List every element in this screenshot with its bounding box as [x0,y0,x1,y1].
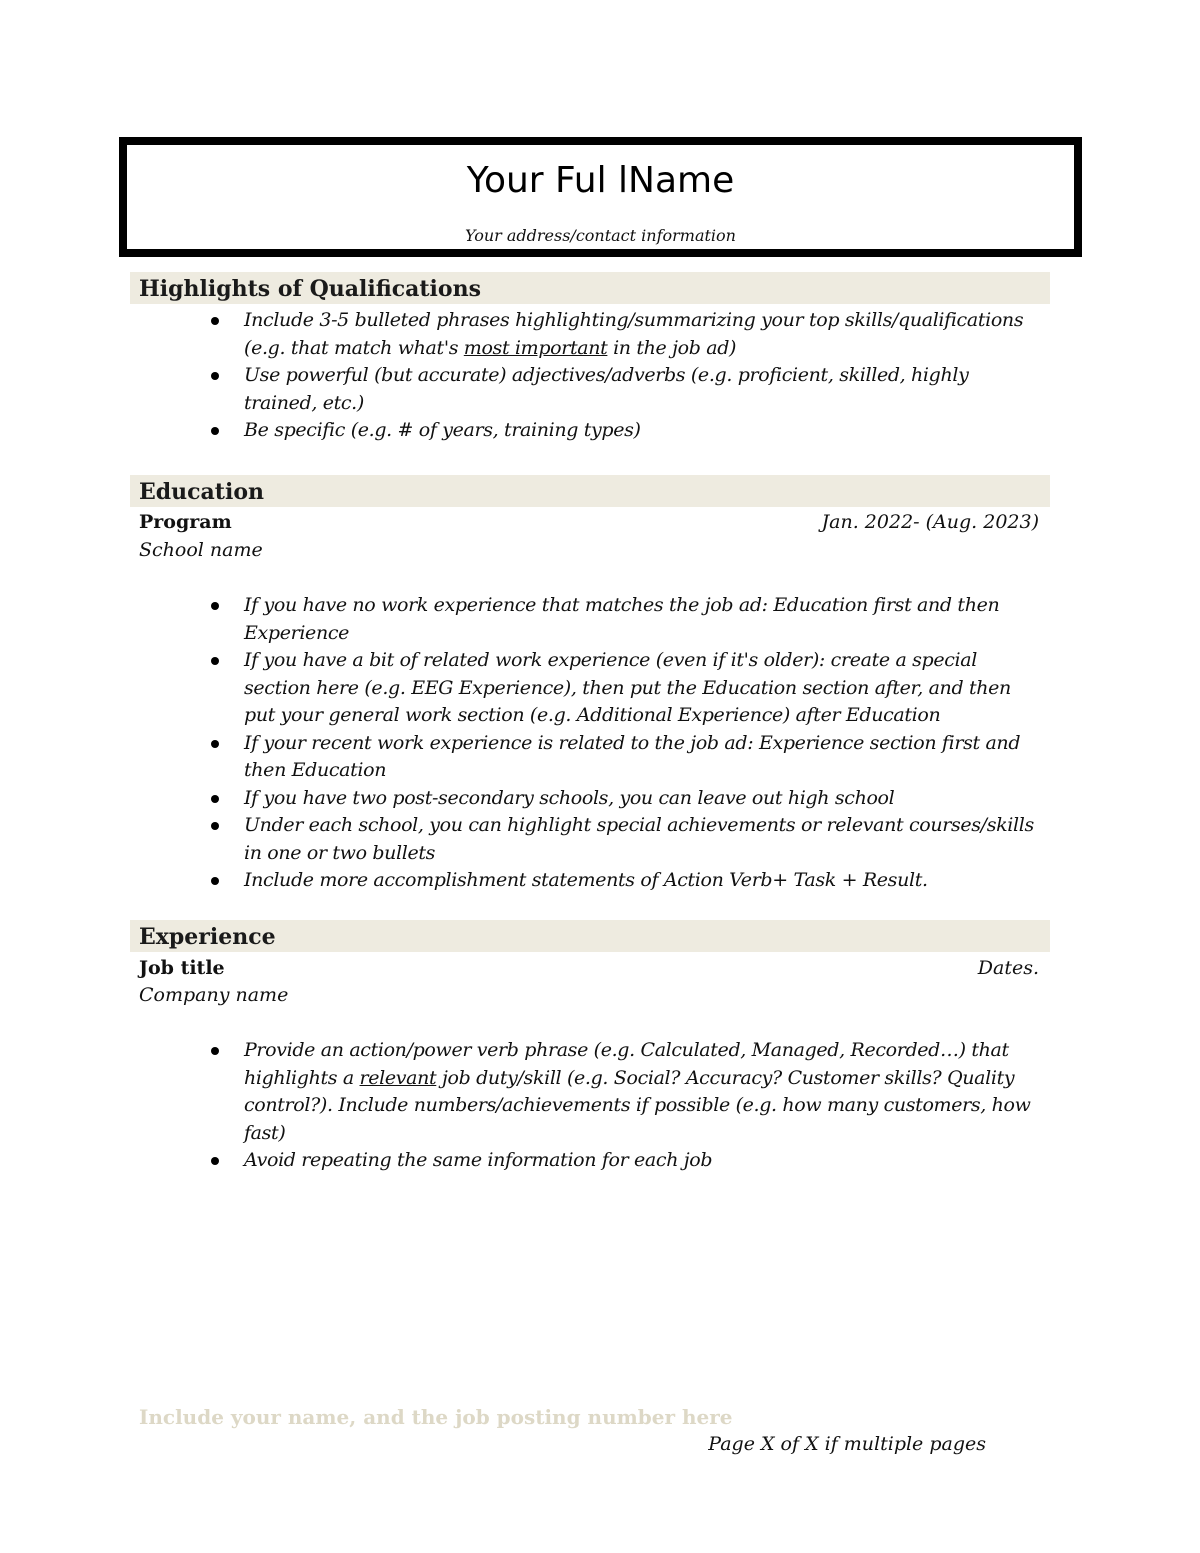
list-item: If you have two post-secondary schools, you can leave out high school [244,785,1044,813]
bullet-icon [211,795,219,803]
list-item: Include more accomplishment statements of Action Verb+ Task + Result. [244,867,1044,895]
list-item: Include 3-5 bulleted phrases highlighting/summarizing your top skills/qualifications (e.g. that match what's most important in the job ad) [244,307,1044,362]
emphasis-underline: most important [463,336,608,359]
bullet-icon [211,1047,219,1055]
experience-list [244,1037,1044,1175]
list-item: If you have a bit of related work experience (even if it's older): create a special section here (e.g. EEG Experience), then put the Education section after, and then put your general work section (e.g. Additional Experience) after Education [244,647,1044,730]
bullet-icon [211,822,219,830]
header-box [119,137,1082,257]
section-education [130,475,1050,507]
section-experience [130,920,1050,952]
list-item: If you have no work experience that matches the job ad: Education first and then Experience [244,592,1044,647]
section-title-education: Education [139,479,264,505]
list-item: Under each school, you can highlight special achievements or relevant courses/skills in one or two bullets [244,812,1044,867]
section-title-experience: Experience [139,924,276,950]
section-title-highlights: Highlights of Qualifications [139,276,481,302]
education-list [244,592,1044,895]
list-item: If your recent work experience is related to the job ad: Experience section first and then Education [244,730,1044,785]
list-item: Be specific (e.g. # of years, training types) [244,417,1044,445]
program-label: Program [139,511,232,533]
bullet-icon [211,427,219,435]
section-highlights [130,272,1050,304]
bullet-icon [211,317,219,325]
school-name: School name [139,539,263,561]
company-name: Company name [139,984,289,1006]
emphasis-underline: relevant [359,1066,437,1089]
full-name: Your Ful lName [466,160,735,201]
list-item: Provide an action/power verb phrase (e.g. Calculated, Managed, Recorded…) that highlights a relevant job duty/skill (e.g. Social? Accuracy? Customer skills? Quality control?). Include numbers/achievements if possible (e.g. how many customers, how fast) [244,1037,1044,1147]
bullet-icon [211,740,219,748]
page-number: Page X of X if multiple pages [708,1433,986,1455]
bullet-icon [211,1157,219,1165]
contact-info: Your address/contact information [465,226,736,245]
list-item: Use powerful (but accurate) adjectives/adverbs (e.g. proficient, skilled, highly trained, etc.) [244,362,1044,417]
education-dates: Jan. 2022- (Aug. 2023) [821,511,1039,533]
bullet-icon [211,602,219,610]
highlights-list [244,307,1044,445]
job-title: Job title [139,957,225,979]
footer-name-posting: Include your name, and the job posting number here [139,1405,733,1429]
list-item: Avoid repeating the same information for each job [244,1147,1044,1175]
experience-dates: Dates. [977,957,1039,979]
bullet-icon [211,877,219,885]
bullet-icon [211,657,219,665]
bullet-icon [211,372,219,380]
